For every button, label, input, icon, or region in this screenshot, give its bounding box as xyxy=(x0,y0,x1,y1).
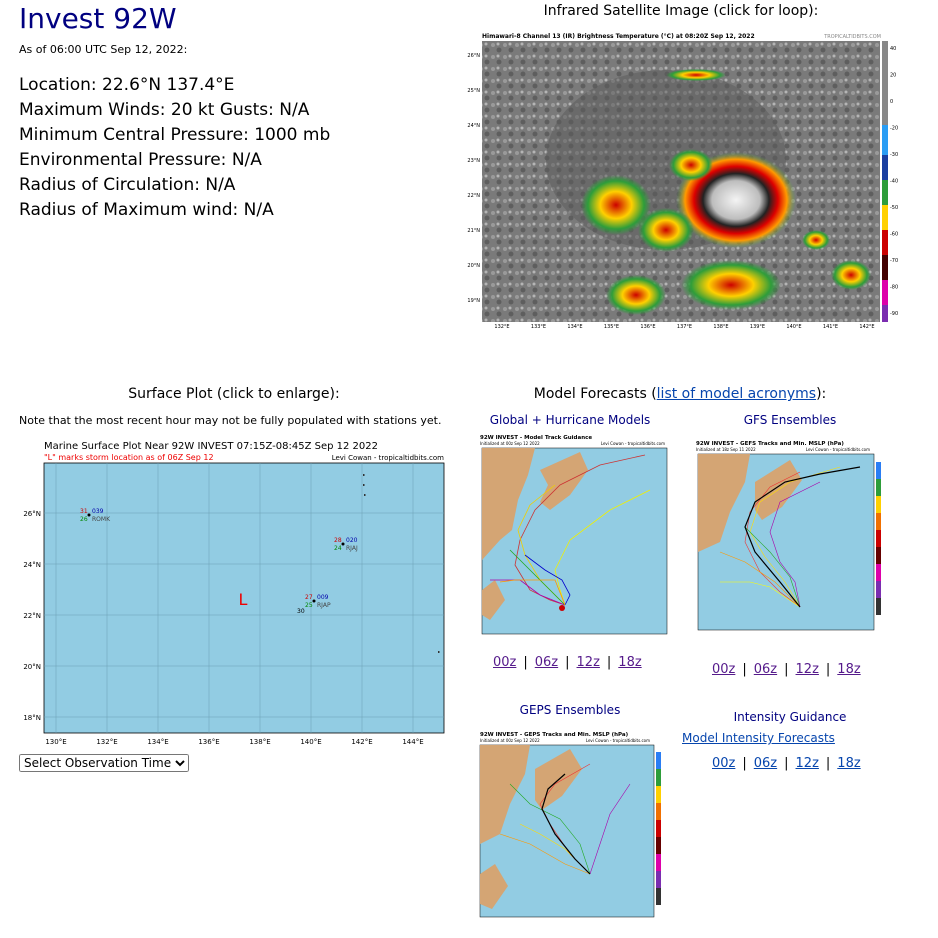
satellite-scale-label: 20 xyxy=(890,72,897,79)
svg-text:92W INVEST - GEPS Tracks and M: 92W INVEST - GEPS Tracks and Min. MSLP (hPa) xyxy=(480,732,629,738)
surface-lat-label: 18°N xyxy=(23,714,41,722)
model-intensity-forecasts-link[interactable]: Model Intensity Forecasts xyxy=(682,731,835,745)
satellite-scale-label: -80 xyxy=(890,284,898,291)
satellite-image xyxy=(466,30,898,332)
gfs-ensembles-map xyxy=(690,432,886,640)
station-pressure: 009 xyxy=(317,594,329,601)
satellite-caption: Himawari-8 Channel 13 (IR) Brightness Temperature (°C) at 08:20Z Sep 12, 2022 xyxy=(482,33,755,40)
satellite-scale-label: -40 xyxy=(890,178,898,185)
station-dewpoint: 25 xyxy=(305,602,313,609)
surface-lon-label: 142°E xyxy=(351,738,373,746)
intensity-run-00z[interactable]: 00z xyxy=(712,756,736,771)
as-of-timestamp: As of 06:00 UTC Sep 12, 2022: xyxy=(19,43,188,56)
surface-lon-label: 136°E xyxy=(198,738,220,746)
satellite-lon-label: 139°E xyxy=(749,324,766,330)
station-dewpoint: 26 xyxy=(80,516,88,523)
satellite-scale-label: 40 xyxy=(890,46,897,52)
storm-env-pressure: Environmental Pressure: N/A xyxy=(19,150,262,170)
surface-plot-subtitle: "L" marks storm location as of 06Z Sep 12 xyxy=(44,453,214,462)
station-pressure: 020 xyxy=(346,537,358,544)
satellite-scale-label: -60 xyxy=(890,231,898,238)
surface-lat-label: 20°N xyxy=(23,663,41,671)
surface-lon-label: 130°E xyxy=(45,738,67,746)
satellite-credit: TROPICALTIDBITS.COM xyxy=(824,34,881,40)
gfs-ensembles-runs: 00z | 06z | 12z | 18z xyxy=(712,662,861,677)
satellite-lon-label: 138°E xyxy=(713,324,729,330)
gfs-ensembles-label: GFS Ensembles xyxy=(743,413,837,427)
model-forecasts-header: Model Forecasts (list of model acronyms): xyxy=(533,386,827,402)
gfs-run-12z[interactable]: 12z xyxy=(795,662,819,677)
global-models-runs: 00z | 06z | 12z | 18z xyxy=(493,655,642,670)
station-temp: 27 xyxy=(305,594,313,601)
gfs-run-00z[interactable]: 00z xyxy=(712,662,736,677)
svg-text:Levi Cowan - tropicaltidbits.c: Levi Cowan - tropicaltidbits.com xyxy=(600,441,665,446)
surface-lat-label: 24°N xyxy=(23,561,41,569)
station-dewpoint: 24 xyxy=(334,545,342,552)
surface-lon-label: 138°E xyxy=(249,738,271,746)
satellite-scale-label: -30 xyxy=(890,152,898,158)
satellite-scale-label: -50 xyxy=(890,205,898,211)
satellite-lon-label: 136°E xyxy=(640,324,656,330)
svg-text:92W INVEST - Model Track Guida: 92W INVEST - Model Track Guidance xyxy=(480,435,593,441)
global-models-label: Global + Hurricane Models xyxy=(489,413,651,427)
station-pressure: 039 xyxy=(92,508,104,515)
storm-radius-max-wind: Radius of Maximum wind: N/A xyxy=(19,200,274,220)
surface-plot-title: Marine Surface Plot Near 92W INVEST 07:15Z-08:45Z Sep 12 2022 xyxy=(44,441,379,452)
surface-plot-link[interactable] xyxy=(18,436,448,754)
satellite-scale-label: -70 xyxy=(890,258,898,264)
station-id: ROMK xyxy=(92,516,111,523)
satellite-lon-label: 135°E xyxy=(603,324,620,330)
satellite-image-link[interactable] xyxy=(466,30,898,332)
satellite-lon-label: 140°E xyxy=(786,324,802,330)
svg-text:Initialized at 18z Sep 11 2022: Initialized at 18z Sep 11 2022 xyxy=(696,447,756,452)
surface-header: Surface Plot (click to enlarge): xyxy=(128,386,340,402)
satellite-lon-label: 133°E xyxy=(530,324,547,330)
satellite-lon-label: 134°E xyxy=(567,324,583,330)
surface-note: Note that the most recent hour may not be fully populated with stations yet. xyxy=(19,414,442,427)
satellite-lon-label: 142°E xyxy=(859,324,875,330)
storm-radius-circulation: Radius of Circulation: N/A xyxy=(19,175,236,195)
global-models-image-link[interactable] xyxy=(470,430,670,638)
surface-lat-label: 22°N xyxy=(23,612,41,620)
satellite-scale-label: -20 xyxy=(890,125,898,132)
global-models-map xyxy=(470,430,670,638)
satellite-scale-label: 0 xyxy=(890,99,894,105)
satellite-lat-label: 22°N xyxy=(467,193,480,199)
satellite-lat-label: 25°N xyxy=(467,88,480,94)
surface-lon-label: 140°E xyxy=(300,738,322,746)
satellite-lat-label: 21°N xyxy=(467,228,480,234)
satellite-lat-label: 23°N xyxy=(467,158,480,164)
svg-text:Levi Cowan - tropicaltidbits.c: Levi Cowan - tropicaltidbits.com xyxy=(585,738,650,743)
svg-text:92W INVEST - GEFS Tracks and M: 92W INVEST - GEFS Tracks and Min. MSLP (hPa) xyxy=(696,441,844,447)
storm-min-pressure: Minimum Central Pressure: 1000 mb xyxy=(19,125,331,145)
surface-lon-label: 132°E xyxy=(96,738,118,746)
surface-plot-credit: Levi Cowan - tropicaltidbits.com xyxy=(331,454,444,462)
gfs-ensembles-image-link[interactable] xyxy=(690,432,886,640)
global-run-00z[interactable]: 00z xyxy=(493,655,517,670)
svg-text:Initialized at 00z Sep 12 2022: Initialized at 00z Sep 12 2022 xyxy=(480,738,540,743)
model-acronyms-link[interactable]: list of model acronyms xyxy=(656,386,817,402)
satellite-lat-label: 24°N xyxy=(467,123,480,129)
intensity-guidance-label: Intensity Guidance xyxy=(733,710,847,724)
svg-text:Levi Cowan - tropicaltidbits.c: Levi Cowan - tropicaltidbits.com xyxy=(805,447,870,452)
storm-location-marker: L xyxy=(238,590,248,609)
global-run-12z[interactable]: 12z xyxy=(576,655,600,670)
satellite-header: Infrared Satellite Image (click for loop): xyxy=(543,3,819,19)
geps-ensembles-map xyxy=(470,724,666,932)
page-title: Invest 92W xyxy=(19,2,177,35)
surface-plot xyxy=(18,436,448,754)
gfs-run-06z[interactable]: 06z xyxy=(753,662,778,677)
surface-lon-label: 134°E xyxy=(147,738,169,746)
global-run-06z[interactable]: 06z xyxy=(534,655,559,670)
intensity-runs: 00z | 06z | 12z | 18z xyxy=(712,756,861,771)
satellite-lon-label: 132°E xyxy=(494,324,510,330)
geps-ensembles-image-link[interactable] xyxy=(470,724,666,932)
storm-max-winds: Maximum Winds: 20 kt Gusts: N/A xyxy=(19,100,310,120)
station-id: RJAP xyxy=(317,602,331,609)
geps-ensembles-label: GEPS Ensembles xyxy=(519,703,621,717)
satellite-lat-label: 26°N xyxy=(467,53,480,59)
satellite-lon-label: 137°E xyxy=(676,324,693,330)
satellite-scale-label: -90 xyxy=(890,311,898,317)
satellite-lat-label: 19°N xyxy=(467,298,480,304)
storm-location: Location: 22.6°N 137.4°E xyxy=(19,75,235,95)
surface-lat-label: 26°N xyxy=(23,510,41,518)
intensity-run-18z[interactable]: 18z xyxy=(837,756,861,771)
intensity-run-06z[interactable]: 06z xyxy=(753,756,778,771)
station-extra-value: 30 xyxy=(297,608,305,615)
satellite-lon-label: 141°E xyxy=(822,324,839,330)
svg-text:Initialized at 00z Sep 12 2022: Initialized at 00z Sep 12 2022 xyxy=(480,441,540,446)
intensity-run-12z[interactable]: 12z xyxy=(795,756,819,771)
gfs-run-18z[interactable]: 18z xyxy=(837,662,861,677)
satellite-lat-label: 20°N xyxy=(467,263,480,269)
station-temp: 28 xyxy=(334,537,342,544)
observation-time-select[interactable] xyxy=(19,754,189,772)
station-temp: 31 xyxy=(80,508,88,515)
surface-lon-label: 144°E xyxy=(402,738,424,746)
station-id: RJAJ xyxy=(346,545,358,552)
global-run-18z[interactable]: 18z xyxy=(618,655,642,670)
